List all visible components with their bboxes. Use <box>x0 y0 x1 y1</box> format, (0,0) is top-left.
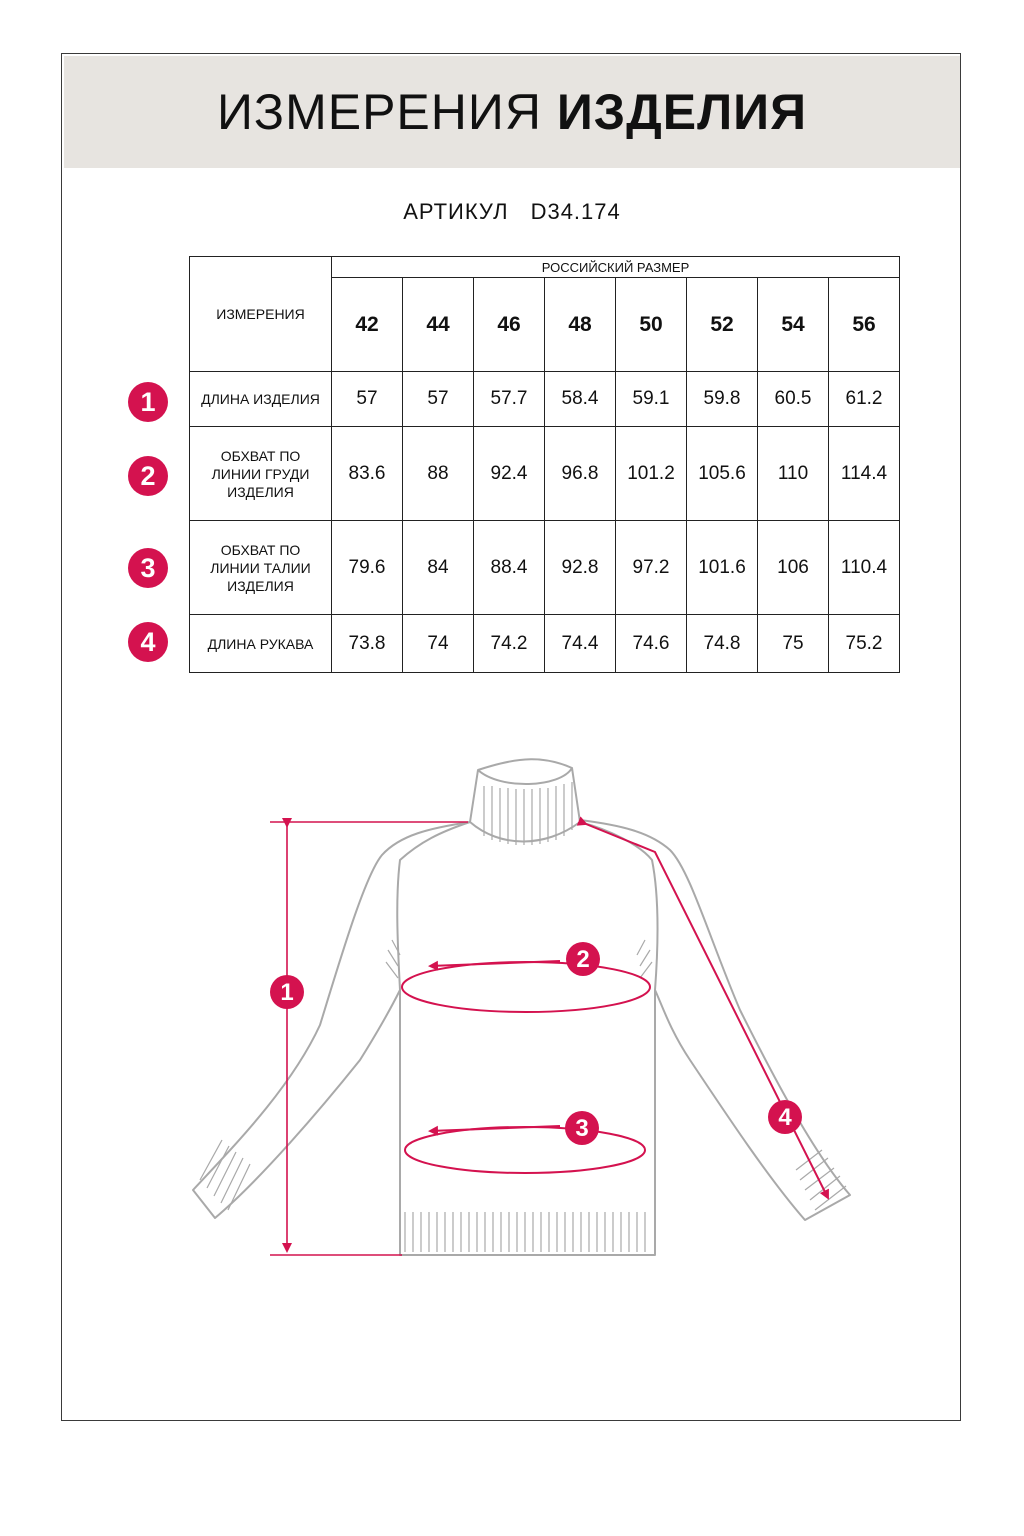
diagram-marker-4 <box>768 1100 802 1134</box>
row-label: ДЛИНА РУКАВА <box>190 615 332 673</box>
size-cell: 48 <box>545 278 616 372</box>
value-cell: 74.6 <box>616 615 687 673</box>
value-cell: 92.8 <box>545 521 616 615</box>
value-cell: 101.2 <box>616 427 687 521</box>
size-cell: 52 <box>687 278 758 372</box>
article-label: АРТИКУЛ <box>403 199 509 224</box>
value-cell: 88.4 <box>474 521 545 615</box>
value-cell: 114.4 <box>829 427 900 521</box>
value-cell: 74.8 <box>687 615 758 673</box>
value-cell: 97.2 <box>616 521 687 615</box>
value-cell: 96.8 <box>545 427 616 521</box>
value-cell: 83.6 <box>332 427 403 521</box>
value-cell: 74.4 <box>545 615 616 673</box>
value-cell: 73.8 <box>332 615 403 673</box>
value-cell: 110.4 <box>829 521 900 615</box>
value-cell: 61.2 <box>829 372 900 427</box>
diagram-marker-3 <box>565 1111 599 1145</box>
svg-text:1: 1 <box>280 979 294 1006</box>
size-cell: 54 <box>758 278 829 372</box>
title-bold: ИЗДЕЛИЯ <box>556 84 808 140</box>
svg-text:4: 4 <box>778 1104 792 1131</box>
row-label: ОБХВАТ ПО ЛИНИИ ГРУДИ ИЗДЕЛИЯ <box>190 427 332 521</box>
diagram-marker-1 <box>270 975 304 1009</box>
value-cell: 59.8 <box>687 372 758 427</box>
size-cell: 46 <box>474 278 545 372</box>
value-cell: 88 <box>403 427 474 521</box>
row-number-badge-4: 4 <box>128 622 168 662</box>
article-value: D34.174 <box>530 199 621 224</box>
title-light: ИЗМЕРЕНИЯ <box>216 84 542 140</box>
diagram-marker-2 <box>566 942 600 976</box>
value-cell: 75.2 <box>829 615 900 673</box>
value-cell: 59.1 <box>616 372 687 427</box>
value-cell: 106 <box>758 521 829 615</box>
measurements-header: ИЗМЕРЕНИЯ <box>190 257 332 372</box>
value-cell: 74 <box>403 615 474 673</box>
value-cell: 110 <box>758 427 829 521</box>
svg-text:3: 3 <box>575 1115 589 1142</box>
value-cell: 101.6 <box>687 521 758 615</box>
value-cell: 57.7 <box>474 372 545 427</box>
svg-text:2: 2 <box>576 946 590 973</box>
size-cell: 56 <box>829 278 900 372</box>
row-label: ОБХВАТ ПО ЛИНИИ ТАЛИИ ИЗДЕЛИЯ <box>190 521 332 615</box>
size-group-header: РОССИЙСКИЙ РАЗМЕР <box>332 257 900 278</box>
value-cell: 57 <box>332 372 403 427</box>
value-cell: 57 <box>403 372 474 427</box>
value-cell: 92.4 <box>474 427 545 521</box>
value-cell: 58.4 <box>545 372 616 427</box>
value-cell: 105.6 <box>687 427 758 521</box>
value-cell: 74.2 <box>474 615 545 673</box>
row-label: ДЛИНА ИЗДЕЛИЯ <box>190 372 332 427</box>
row-number-badge-2: 2 <box>128 456 168 496</box>
value-cell: 79.6 <box>332 521 403 615</box>
row-number-badge-3: 3 <box>128 548 168 588</box>
size-cell: 42 <box>332 278 403 372</box>
value-cell: 84 <box>403 521 474 615</box>
size-cell: 44 <box>403 278 474 372</box>
value-cell: 60.5 <box>758 372 829 427</box>
row-number-badge-1: 1 <box>128 382 168 422</box>
size-cell: 50 <box>616 278 687 372</box>
value-cell: 75 <box>758 615 829 673</box>
